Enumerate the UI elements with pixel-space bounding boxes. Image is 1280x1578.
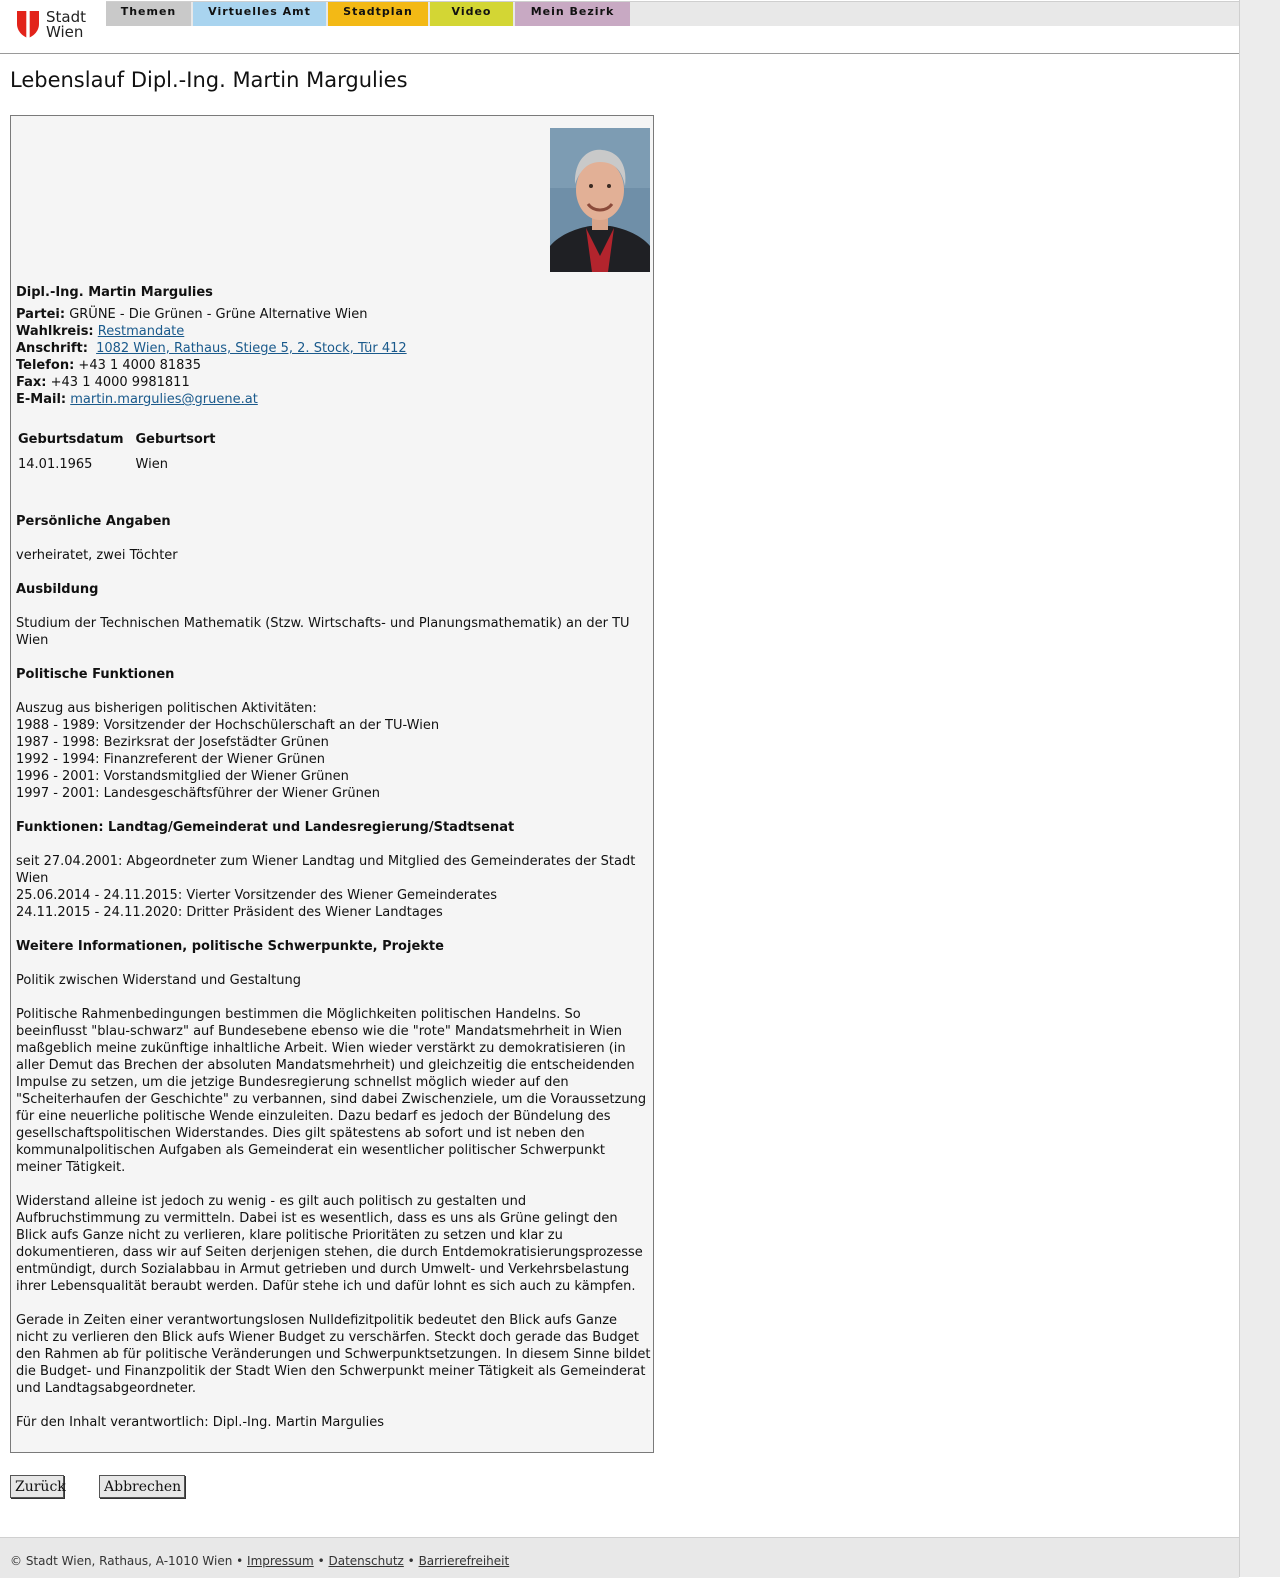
personal-text: verheiratet, zwei Töchter [16,548,178,563]
fax-row [16,374,652,391]
page-title: Lebenslauf Dipl.-Ing. Martin Margulies [10,68,408,92]
right-margin [1239,0,1280,1577]
district-link[interactable]: Restmandate [97,324,185,339]
stadt-wien-logo[interactable] [16,10,86,42]
main-navigation [106,1,1239,26]
nav-tab-mein-bezirk[interactable]: Mein Bezirk [515,2,630,26]
more-info-subtitle: Politik zwischen Widerstand und Gestaltung [16,973,301,988]
more-info-paragraph-3: Gerade in Zeiten einer verantwortungslosen Nulldefizitpolitik bedeutet den Blick aufs Ganze nicht zu verlieren den Blick aufs Wiener Budget zu verschärfen. Steckt doch gerade das Budget den Rahmen ab für politische Veränderungen und Schwerpunktsetzungen. In diesem Sinne bildet die Budget- und Finanzpolitik der Stadt Wien den Schwerpunkt meiner Tätigkeit als Gemeinderat und Landtagsabgeordneter. [16,1313,651,1396]
district-label: Wahlkreis: [16,324,94,339]
fax-label: Fax: [16,375,47,390]
nav-tab-themen[interactable]: Themen [106,2,191,26]
more-info-paragraph-1: Politische Rahmenbedingungen bestimmen die Möglichkeiten politischen Handelns. So beeinflusst "blau-schwarz" auf Bundesebene ebenso wie die "rote" Mandatsmehrheit in Wien maßgeblich meine zukünftige inhaltliche Arbeit. Wien wieder verstärkt zu demokratisieren (in aller Demut das Brechen der absoluten Mandatsmehrheit) und gleichzeitig die entscheidenden Impulse zu setzen, um die jetzige Bundesregierung schnellst möglich wieder auf den "Scheiterhaufen der Geschichte" zu verbannen, sind dabei Zwischenziele, um die Voraussetzung für eine neuerliche politische Wende einzuleiten. Dazu bedarf es jedoch der Bündelung des gesellschaftspolitischen Widerstandes. Dies gilt spätestens ab sofort und ist neben den kommunalpolitischen Aufgaben als Gemeinderat ein wesentlicher politischer Schwerpunkt meiner Tätigkeit. [16,1007,647,1175]
nav-tab-virtuelles-amt[interactable]: Virtuelles Amt [193,2,326,26]
footer-separator: • [407,1554,415,1568]
vienna-shield-icon [16,10,40,39]
logo-line-2: Wien [46,23,84,41]
footer-copyright: © Stadt Wien, Rathaus, A-1010 Wien • [10,1554,244,1568]
cancel-button[interactable]: Abbrechen [99,1475,185,1498]
address-link[interactable]: 1082 Wien, Rathaus, Stiege 5, 2. Stock, Tür 412 [96,341,407,356]
phone-value: +43 1 4000 81835 [78,358,201,373]
list-item: 25.06.2014 - 24.11.2015: Vierter Vorsitzender des Wiener Gemeinderates [16,888,497,903]
logo-line-1: Stadt [46,8,86,26]
site-footer [0,1537,1239,1578]
logo-text [46,10,86,40]
list-item: 1996 - 2001: Vorstandsmitglied der Wiener Grünen [16,769,349,784]
address-label: Anschrift: [16,341,88,356]
more-info-heading: Weitere Informationen, politische Schwerpunkte, Projekte [16,939,444,954]
party-label: Partei: [16,307,66,322]
political-heading: Politische Funktionen [16,667,175,682]
footer-link-impressum[interactable]: Impressum [247,1554,314,1568]
cv-content [16,284,652,1431]
party-row [16,306,652,323]
birth-place-value: Wien [135,457,168,472]
portrait-photo [550,128,650,272]
footer-link-barrierefreiheit[interactable]: Barrierefreiheit [418,1554,510,1568]
birth-table [16,428,225,476]
fax-value: +43 1 4000 9981811 [50,375,190,390]
more-info-paragraph-2: Widerstand alleine ist jedoch zu wenig - es gilt auch politisch zu gestalten und Aufbruchstimmung zu vermitteln. Dabei ist es wesentlich, dass es uns als Grüne gelingt den Blick aufs Ganze nicht zu verlieren, klare politische Prioritäten zu setzen und klar zu dokumentieren, dass wir auf Seiten derjenigen stehen, die durch Entdemokratisierungsprozesse entmündigt, durch Sozialabbau in Armut getrieben und durch Umwelt- und Verkehrsbelastung ihrer Lebensqualität beraubt werden. Dafür stehe ich und dafür lohnt es sich auch zu kämpfen. [16,1194,643,1294]
nav-tab-stadtplan[interactable]: Stadtplan [328,2,428,26]
list-item: 1988 - 1989: Vorsitzender der Hochschülerschaft an der TU-Wien [16,718,440,733]
education-text: Studium der Technischen Mathematik (Stzw. Wirtschafts- und Planungsmathematik) an der TU Wien [16,616,630,648]
birth-place-header: Geburtsort [135,432,216,447]
functions-heading: Funktionen: Landtag/Gemeinderat und Landesregierung/Stadtsenat [16,820,515,835]
district-row [16,323,652,340]
site-header [0,0,1239,54]
footer-text [10,1554,509,1568]
party-value: GRÜNE - Die Grünen - Grüne Alternative Wien [69,307,368,322]
footer-link-datenschutz[interactable]: Datenschutz [328,1554,404,1568]
functions-list [16,853,652,921]
political-intro: Auszug aus bisherigen politischen Aktivitäten: [16,701,317,716]
list-item: seit 27.04.2001: Abgeordneter zum Wiener Landtag und Mitglied des Gemeinderates der Stadt Wien [16,854,636,886]
list-item: 24.11.2015 - 24.11.2020: Dritter Präsident des Wiener Landtages [16,905,443,920]
email-row [16,391,652,408]
birth-date-value: 14.01.1965 [18,457,93,472]
email-label: E-Mail: [16,392,67,407]
phone-row [16,357,652,374]
list-item: 1992 - 1994: Finanzreferent der Wiener Grünen [16,752,325,767]
personal-heading: Persönliche Angaben [16,514,171,529]
back-button[interactable]: Zurück [10,1475,64,1498]
email-link[interactable]: martin.margulies@gruene.at [70,392,258,407]
education-heading: Ausbildung [16,582,99,597]
list-item: 1987 - 1998: Bezirksrat der Josefstädter Grünen [16,735,329,750]
political-list [16,700,652,802]
person-name: Dipl.-Ing. Martin Margulies [16,285,213,300]
address-row [16,340,652,357]
nav-tab-video[interactable]: Video [430,2,513,26]
responsible-note: Für den Inhalt verantwortlich: Dipl.-Ing. Martin Margulies [16,1415,385,1430]
list-item: 1997 - 2001: Landesgeschäftsführer der Wiener Grünen [16,786,381,801]
birth-date-header: Geburtsdatum [18,432,124,447]
phone-label: Telefon: [16,358,75,373]
cv-panel [10,115,654,1453]
footer-separator: • [317,1554,325,1568]
